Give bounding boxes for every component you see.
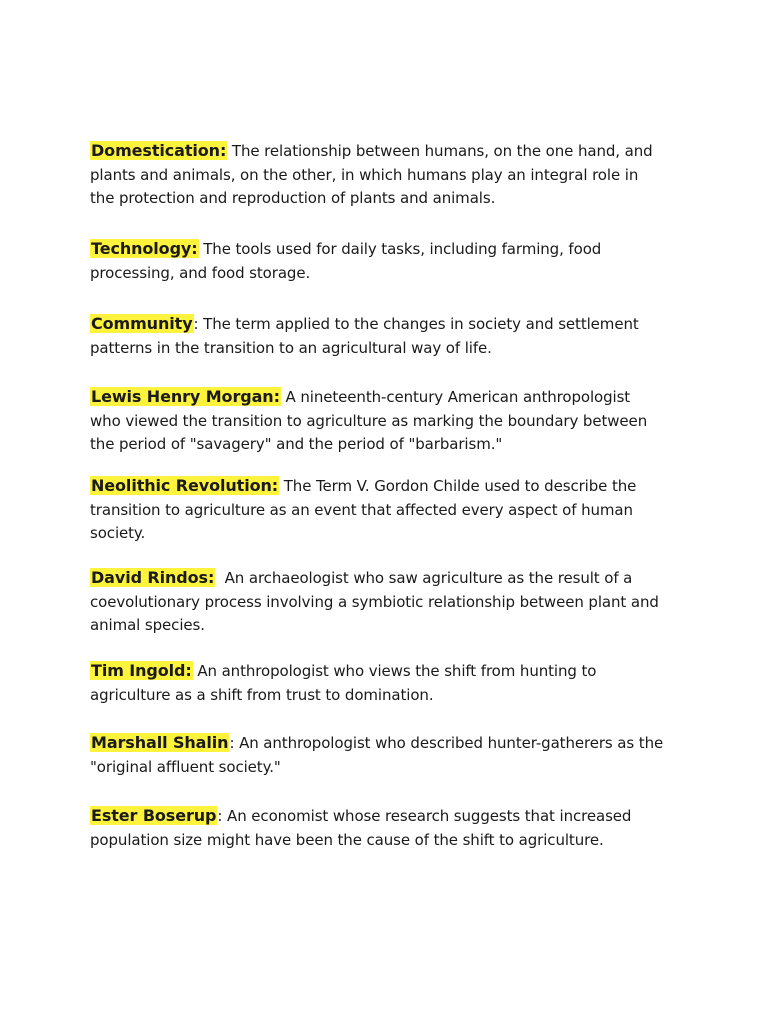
glossary-entry-neolithic-revolution — [90, 474, 665, 546]
term-community: Community — [91, 314, 193, 333]
glossary-entry-domestication — [90, 139, 665, 211]
term-separator: : — [217, 807, 223, 825]
glossary-entry-ester-boserup — [90, 804, 665, 852]
glossary-entry-marshall-shalin — [90, 731, 665, 779]
term-domestication: Domestication: — [91, 141, 227, 160]
term-separator: : — [193, 315, 199, 333]
term-marshall-shalin: Marshall Shalin — [91, 733, 229, 752]
glossary-entry-david-rindos — [90, 566, 665, 638]
definition-lewis-henry-morgan: A nineteenth-century American anthropologist who viewed the transition to agriculture as marking the boundary between the period of "savagery" and the period of "barbarism." — [90, 388, 648, 453]
term-separator: : — [229, 734, 235, 752]
definition-marshall-shalin: An anthropologist who described hunter-gatherers as the "original affluent society." — [90, 734, 664, 776]
term-lewis-henry-morgan: Lewis Henry Morgan: — [91, 387, 280, 406]
definition-domestication: The relationship between humans, on the one hand, and plants and animals, on the other, in which humans play an integral role in the protection and reproduction of plants and animals. — [90, 142, 653, 207]
glossary-entry-tim-ingold — [90, 659, 665, 707]
glossary-entry-community — [90, 312, 665, 360]
term-tim-ingold: Tim Ingold: — [91, 661, 192, 680]
definition-david-rindos: An archaeologist who saw agriculture as the result of a coevolutionary process involving a symbiotic relationship between plant and animal species. — [90, 569, 664, 634]
term-technology: Technology: — [91, 239, 198, 258]
definition-tim-ingold: An anthropologist who views the shift from hunting to agriculture as a shift from trust to domination. — [90, 662, 597, 704]
definition-community: The term applied to the changes in society and settlement patterns in the transition to an agricultural way of life. — [90, 315, 639, 357]
term-david-rindos: David Rindos: — [91, 568, 215, 587]
definition-ester-boserup: An economist whose research suggests that increased population size might have been the cause of the shift to agriculture. — [90, 807, 632, 849]
definition-neolithic-revolution: The Term V. Gordon Childe used to describe the transition to agriculture as an event that affected every aspect of human society. — [90, 477, 637, 542]
definition-technology: The tools used for daily tasks, including farming, food processing, and food storage. — [90, 240, 602, 282]
term-neolithic-revolution: Neolithic Revolution: — [91, 476, 279, 495]
glossary-entry-technology — [90, 237, 665, 285]
term-ester-boserup: Ester Boserup — [91, 806, 217, 825]
glossary-entry-lewis-henry-morgan — [90, 385, 665, 457]
